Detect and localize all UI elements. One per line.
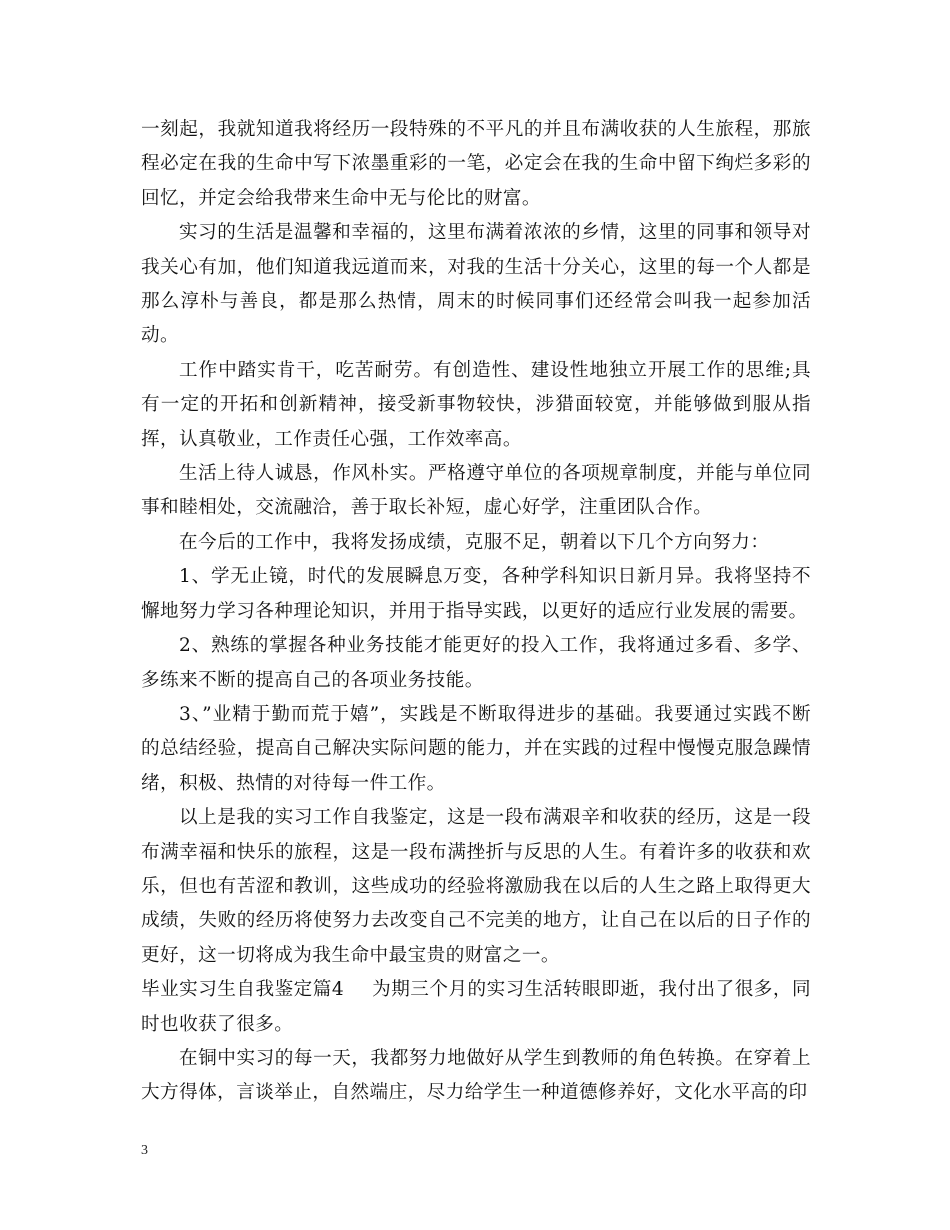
document-body	[141, 113, 811, 1111]
paragraph-2: 实习的生活是温馨和幸福的，这里布满着浓浓的乡情，这里的同事和领导对我关心有加，他们知道我远道而来，对我的生活十分关心，这里的每一个人都是那么淳朴与善良，都是那么热情，周末的时候同事们还经常会叫我一起参加活动。	[141, 222, 811, 347]
paragraph-7: 2、熟练的掌握各种业务技能才能更好的投入工作，我将通过多看、多学、多练来不断的提高自己的各项业务技能。	[141, 635, 811, 691]
paragraph-10: 在铜中实习的每一天，我都努力地做好从学生到教师的角色转换。在穿着上大方得体，言谈举止，自然端庄，尽力给学生一种道德修养好，文化水平高的印	[141, 1047, 811, 1104]
paragraph-4: 生活上待人诚恳，作风朴实。严格遵守单位的各项规章制度，并能与单位同事和睦相处，交流融洽，善于取长补短，虚心好学，注重团队合作。	[141, 463, 811, 519]
paragraph-5: 在今后的工作中，我将发扬成绩，克服不足，朝着以下几个方向努力：	[179, 531, 770, 553]
page-number: 3	[141, 1143, 148, 1158]
paragraph-9: 以上是我的实习工作自我鉴定，这是一段布满艰辛和收获的经历，这是一段布满幸福和快乐的旅程，这是一段布满挫折与反思的人生。有着许多的收获和欢乐，但也有苦涩和教训，这些成功的经验将激励我在以后的人生之路上取得更大成绩，失败的经历将使努力去改变自己不完美的地方，让自己在以后的日子作的更好，这一切将成为我生命中最宝贵的财富之一。	[141, 807, 811, 966]
section-paragraph	[141, 973, 811, 1042]
paragraph-8: 3、”业精于勤而荒于嬉”，实践是不断取得进步的基础。我要通过实践不断的总结经验，提高自己解决实际问题的能力，并在实践的过程中慢慢克服急躁情绪，积极、热情的对待每一件工作。	[141, 703, 811, 794]
paragraph-3: 工作中踏实肯干，吃苦耐劳。有创造性、建设性地独立开展工作的思维;具有一定的开拓和创新精神，接受新事物较快，涉猎面较宽，并能够做到服从指挥，认真敬业，工作责任心强，工作效率高。	[141, 359, 811, 450]
paragraph-1: 一刻起，我就知道我将经历一段特殊的不平凡的并且布满收获的人生旅程，那旅程必定在我的生命中写下浓墨重彩的一笔，必定会在我的生命中留下绚烂多彩的回忆，并定会给我带来生命中无与伦比的财富。	[141, 119, 811, 209]
paragraph-6: 1、学无止镜，时代的发展瞬息万变，各种学科知识日新月异。我将坚持不懈地努力学习各种理论知识，并用于指导实践，以更好的适应行业发展的需要。	[141, 566, 811, 622]
section-text: 为期三个月的实习生活转眼即逝，我付出了很多，同时也收获了很多。	[141, 979, 811, 1035]
section-heading: 毕业实习生自我鉴定篇4	[141, 979, 345, 1001]
